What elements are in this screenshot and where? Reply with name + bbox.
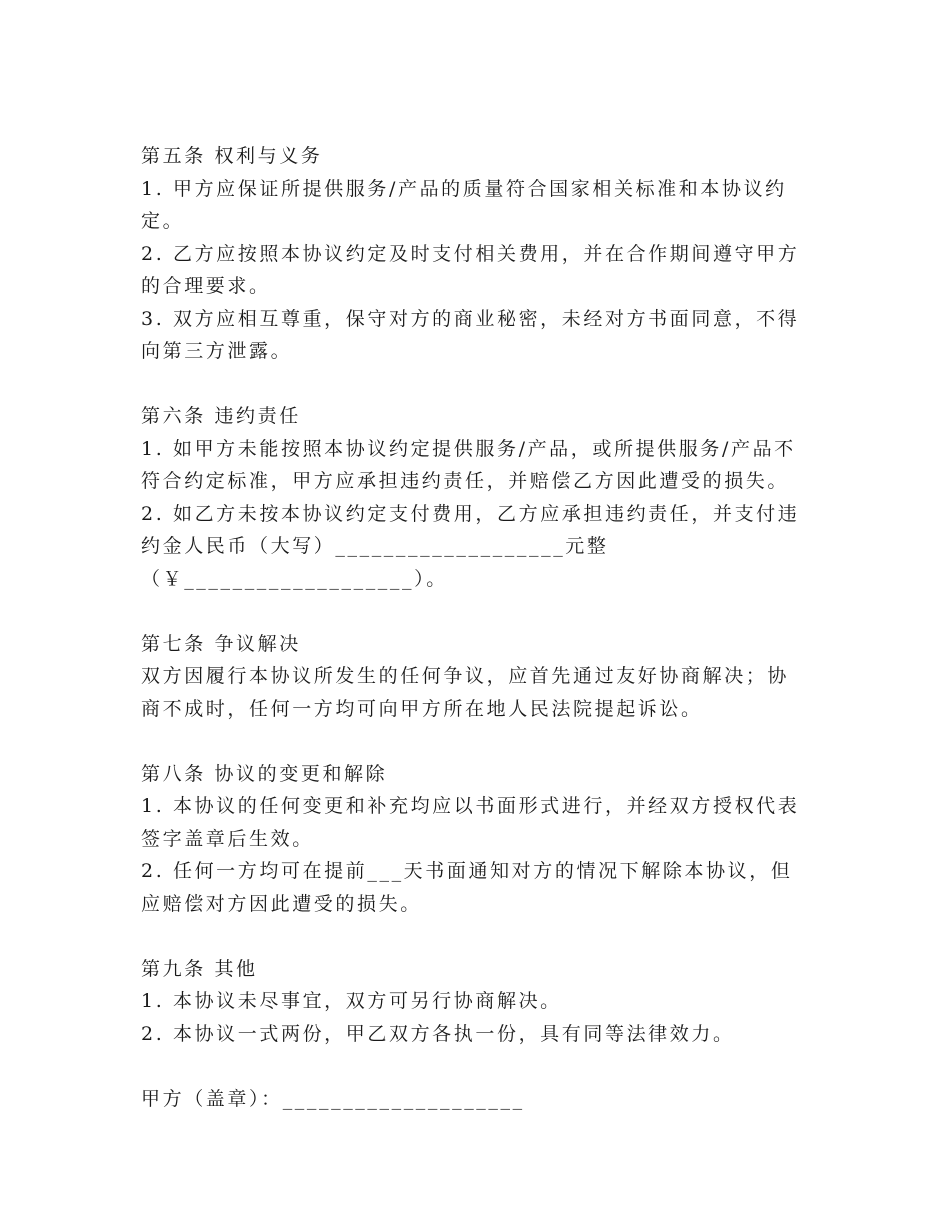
paragraph-line: 定。 [141,210,185,232]
section-spacer [141,1050,811,1083]
document-body [141,140,811,1115]
section-heading: 第八条 协议的变更和解除 [141,762,388,785]
paragraph-line: （￥___________________）。 [141,567,448,590]
paragraph-line: 1. 本协议未尽事宜，双方可另行协商解决。 [141,990,562,1012]
section-heading: 第五条 权利与义务 [141,145,323,167]
paragraph-line: 2. 乙方应按照本协议约定及时支付相关费用，并在合作期间遵守甲方 [141,242,800,265]
signature-line: 甲方（盖章）：____________________ [141,1087,525,1110]
paragraph-line: 2. 如乙方未按本协议约定支付费用，乙方应承担违约责任，并支付违 [141,502,800,525]
paragraph-line: 签字盖章后生效。 [141,827,314,850]
section-heading: 第六条 违约责任 [141,405,301,427]
section-spacer [141,725,811,758]
paragraph-line: 向第三方泄露。 [141,340,293,362]
section-heading: 第九条 其他 [141,957,258,980]
section-heading: 第七条 争议解决 [141,632,301,655]
section-spacer [141,368,811,401]
paragraph-line: 双方因履行本协议所发生的任何争议，应首先通过友好协商解决；协 [141,665,790,687]
paragraph-line: 1. 本协议的任何变更和补充均应以书面形式进行，并经双方授权代表 [141,795,800,817]
paragraph-line: 3. 双方应相互尊重，保守对方的商业秘密，未经对方书面同意，不得 [141,307,800,330]
paragraph-line: 1. 甲方应保证所提供服务/产品的质量符合国家相关标准和本协议约 [141,177,787,200]
paragraph-line: 商不成时，任何一方均可向甲方所在地人民法院提起诉讼。 [141,697,703,720]
paragraph-line: 2. 本协议一式两份，甲乙双方各执一份，具有同等法律效力。 [141,1022,735,1045]
paragraph-line: 的合理要求。 [141,275,271,297]
paragraph-line: 2. 任何一方均可在提前___天书面通知对方的情况下解除本协议，但 [141,860,793,882]
paragraph-line: 应赔偿对方因此遭受的损失。 [141,892,422,915]
paragraph-line: 1. 如甲方未能按照本协议约定提供服务/产品，或所提供服务/产品不 [141,437,796,460]
section-spacer [141,595,811,628]
section-spacer [141,920,811,953]
paragraph-line: 符合约定标准，甲方应承担违约责任，并赔偿乙方因此遭受的损失。 [141,470,790,492]
paragraph-line: 约金人民币（大写）___________________元整 [141,535,609,557]
